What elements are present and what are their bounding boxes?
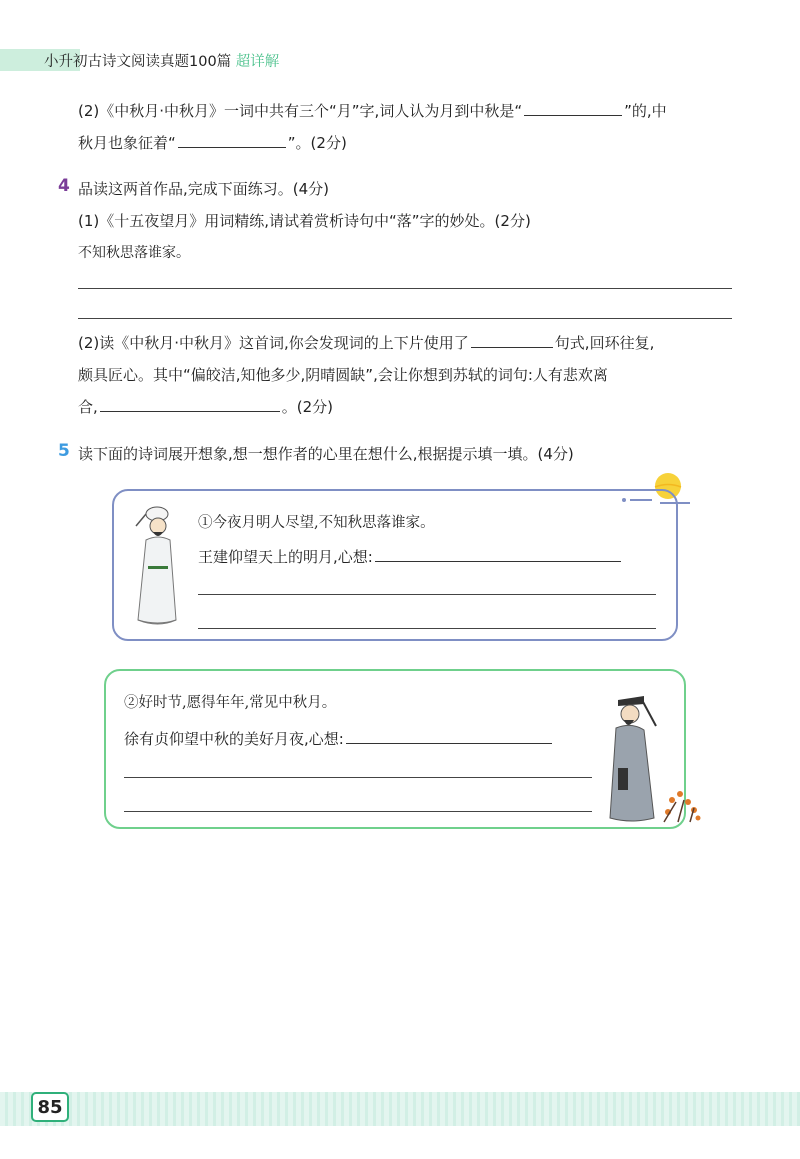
answer-blank[interactable]	[375, 560, 621, 562]
q3-part2-line1	[78, 100, 667, 121]
scholar-wang-jian-illustration	[128, 502, 186, 630]
question-number: 5	[58, 441, 70, 461]
answer-blank[interactable]	[524, 114, 622, 116]
q4-part2-line3	[78, 396, 333, 417]
book-title	[44, 50, 279, 71]
box2-prompt: 徐有贞仰望中秋的美好月夜,心想:	[124, 730, 344, 748]
q4-part2-line2: 颇具匠心。其中“偏皎洁,知他多少,阴晴圆缺”,会让你想到苏轼的词句:人有悲欢离	[78, 366, 608, 384]
q4-part2-text-a: (2)读《中秋月·中秋月》这首词,你会发现词的上下片使用了	[78, 334, 469, 352]
answer-line[interactable]	[78, 318, 732, 319]
answer-blank[interactable]	[178, 146, 286, 148]
answer-blank[interactable]	[346, 742, 552, 744]
question-number: 4	[58, 176, 70, 196]
q3-part2-text-c: 秋月也象征着“	[78, 134, 176, 152]
box2-poem: ②好时节,愿得年年,常见中秋月。	[124, 695, 337, 711]
answer-line[interactable]	[124, 811, 592, 812]
q4-part2-text-d: 。(2分)	[281, 398, 334, 416]
q3-part2-text-a: (2)《中秋月·中秋月》一词中共有三个“月”字,词人认为月到中秋是“	[78, 102, 523, 120]
q3-part2-line2	[78, 132, 347, 153]
answer-line[interactable]	[198, 628, 656, 629]
q4-part2-line1	[78, 332, 654, 353]
box1-poem: ①今夜月明人尽望,不知秋思落谁家。	[198, 515, 435, 531]
q4-verse: 不知秋思落谁家。	[78, 245, 190, 261]
q5-title: 读下面的诗词展开想象,想一想作者的心里在想什么,根据提示填一填。(4分)	[78, 445, 574, 463]
q4-part2-text-b: 句式,回环往复,	[554, 334, 655, 352]
box1-prompt: 王建仰望天上的明月,心想:	[198, 548, 373, 566]
q3-part2-text-d: ”。(2分)	[287, 134, 347, 152]
book-title-accent: 超详解	[235, 54, 280, 70]
book-title-text: 小升初古诗文阅读真题100篇	[44, 54, 232, 70]
box2-prompt-line	[124, 728, 554, 749]
answer-blank[interactable]	[471, 346, 553, 348]
q4-title: 品读这两首作品,完成下面练习。(4分)	[78, 180, 330, 198]
answer-line[interactable]	[198, 594, 656, 595]
q4-part2-text-c: 合,	[78, 398, 98, 416]
box1-prompt-line	[198, 546, 623, 567]
q4-part1: (1)《十五夜望月》用词精练,请试着赏析诗句中“落”字的妙处。(2分)	[78, 212, 531, 230]
answer-line[interactable]	[124, 777, 592, 778]
scholar-xu-youzhen-illustration	[598, 690, 710, 828]
page-number: 85	[31, 1092, 69, 1122]
q3-part2-text-b: ”的,中	[624, 102, 667, 120]
answer-line[interactable]	[78, 288, 732, 289]
answer-blank[interactable]	[100, 410, 280, 412]
footer-strip	[0, 1092, 800, 1126]
